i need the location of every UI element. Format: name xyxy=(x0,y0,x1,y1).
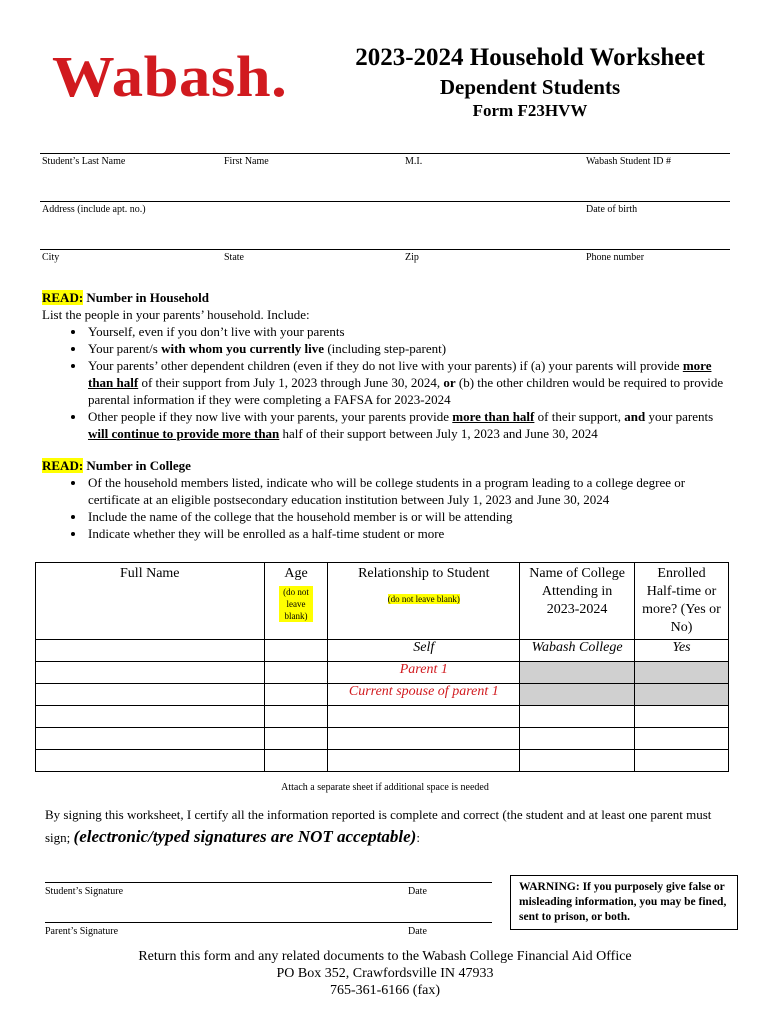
cell-enrolled xyxy=(635,662,729,684)
cell-relationship: Self xyxy=(328,640,520,662)
household-heading: Number in Household xyxy=(86,290,209,305)
col-header-age: Age (do not leave blank) xyxy=(264,563,328,640)
cell-name[interactable] xyxy=(36,750,265,772)
certification-text: By signing this worksheet, I certify all the information reported is complete and correct (the student and at least one parent must sign; (electronic/typed signatures are NOT acceptable): xyxy=(45,807,712,846)
cell-relationship: Current spouse of parent 1 xyxy=(328,684,520,706)
cell-age[interactable] xyxy=(264,728,328,750)
label-phone: Phone number xyxy=(586,252,645,263)
label-student-id: Wabash Student ID # xyxy=(586,156,672,167)
field-line-name[interactable] xyxy=(40,153,730,154)
form-id: Form F23HVW xyxy=(472,101,588,120)
cell-name[interactable] xyxy=(36,662,265,684)
read-tag: READ: xyxy=(42,290,84,305)
field-line-city[interactable] xyxy=(40,249,730,250)
label-city: City xyxy=(42,252,60,263)
table-row xyxy=(36,706,729,728)
col-header-enrolled: Enrolled Half-time or more? (Yes or No) xyxy=(635,563,729,640)
label-first-name: First Name xyxy=(224,156,269,167)
attach-note: Attach a separate sheet if additional space is needed xyxy=(281,782,489,793)
list-item: • Your parents’ other dependent children (even if they do not live with your parents) if (a) your parents will provide more than half of their support from July 1, 2023 through June 30, 2024, or (b) the other children would be required to provide parental information if they were completing a FAFSA for 2023-2024 xyxy=(86,357,732,408)
cell-name[interactable] xyxy=(36,640,265,662)
label-mi: M.I. xyxy=(405,156,423,167)
warning-box: WARNING: If you purposely give false or misleading information, you may be fined, sent to prison, or both. xyxy=(510,875,738,930)
parent-signature-line[interactable] xyxy=(45,922,492,923)
cell-college xyxy=(520,662,635,684)
cell-relationship: Parent 1 xyxy=(328,662,520,684)
cell-college xyxy=(520,684,635,706)
col-header-relationship: Relationship to Student (do not leave blank) xyxy=(328,563,520,640)
label-student-signature: Student’s Signature xyxy=(45,886,124,897)
table-row xyxy=(36,684,729,706)
cell-age[interactable] xyxy=(264,684,328,706)
label-state: State xyxy=(224,252,244,263)
relationship-note: (do not leave blank) xyxy=(387,594,460,604)
table-row xyxy=(36,728,729,750)
cell-college[interactable] xyxy=(520,750,635,772)
cell-age[interactable] xyxy=(264,750,328,772)
label-parent-date: Date xyxy=(408,926,427,937)
cell-name[interactable] xyxy=(36,728,265,750)
list-item: • Of the household members listed, indicate who will be college students in a program leading to a college degree or certificate at an eligible postsecondary education institution between July 1, 2023 and June 30, 2024 xyxy=(86,474,732,508)
col-header-college: Name of College Attending in 2023-2024 xyxy=(520,563,635,640)
cell-enrolled xyxy=(635,684,729,706)
cell-enrolled[interactable] xyxy=(635,706,729,728)
read-tag: READ: xyxy=(42,458,84,473)
cell-age[interactable] xyxy=(264,640,328,662)
table-row xyxy=(36,750,729,772)
list-item: • Other people if they now live with your parents, your parents provide more than half of their support, and your parents will continue to provide more than half of their support between July 1, 2023 and June 30, 2024 xyxy=(86,408,732,442)
label-student-date: Date xyxy=(408,886,427,897)
form-subtitle: Dependent Students xyxy=(439,75,621,99)
cell-name[interactable] xyxy=(36,684,265,706)
table-row xyxy=(36,662,729,684)
household-table xyxy=(35,562,729,772)
cell-relationship[interactable] xyxy=(328,750,520,772)
list-item: • Yourself, even if you don’t live with your parents xyxy=(86,323,732,340)
cell-enrolled: Yes xyxy=(635,640,729,662)
cell-relationship[interactable] xyxy=(328,728,520,750)
label-dob: Date of birth xyxy=(586,204,638,215)
label-last-name: Student’s Last Name xyxy=(42,156,126,167)
cell-college[interactable] xyxy=(520,728,635,750)
col-header-name: Full Name xyxy=(36,563,265,640)
label-parent-signature: Parent’s Signature xyxy=(45,926,119,937)
age-note: (do not leave blank) xyxy=(279,586,313,622)
household-section xyxy=(42,289,732,442)
wabash-logo: Wabash. xyxy=(52,44,288,109)
cell-enrolled[interactable] xyxy=(635,750,729,772)
college-heading: Number in College xyxy=(86,458,191,473)
list-item: • Indicate whether they will be enrolled as a half-time student or more xyxy=(86,525,732,542)
college-section xyxy=(42,457,732,542)
cell-name[interactable] xyxy=(36,706,265,728)
list-item: • Include the name of the college that the household member is or will be attending xyxy=(86,508,732,525)
cell-age[interactable] xyxy=(264,706,328,728)
table-row xyxy=(36,640,729,662)
field-line-address[interactable] xyxy=(40,201,730,202)
form-title: 2023-2024 Household Worksheet xyxy=(355,44,705,71)
cell-relationship[interactable] xyxy=(328,706,520,728)
list-item: • Your parent/s with whom you currently live (including step-parent) xyxy=(86,340,732,357)
footer-line-1: Return this form and any related documents to the Wabash College Financial Aid Office xyxy=(138,949,632,964)
cell-age[interactable] xyxy=(264,662,328,684)
footer-line-3: 765-361-6166 (fax) xyxy=(329,983,441,998)
footer-line-2: PO Box 352, Crawfordsville IN 47933 xyxy=(276,966,494,981)
label-zip: Zip xyxy=(405,252,419,263)
cell-college: Wabash College xyxy=(520,640,635,662)
cell-enrolled[interactable] xyxy=(635,728,729,750)
student-signature-line[interactable] xyxy=(45,882,492,883)
table-header-row xyxy=(36,563,729,640)
cell-college[interactable] xyxy=(520,706,635,728)
label-address: Address (include apt. no.) xyxy=(42,204,146,215)
household-intro: List the people in your parents’ household. Include: xyxy=(42,307,310,322)
